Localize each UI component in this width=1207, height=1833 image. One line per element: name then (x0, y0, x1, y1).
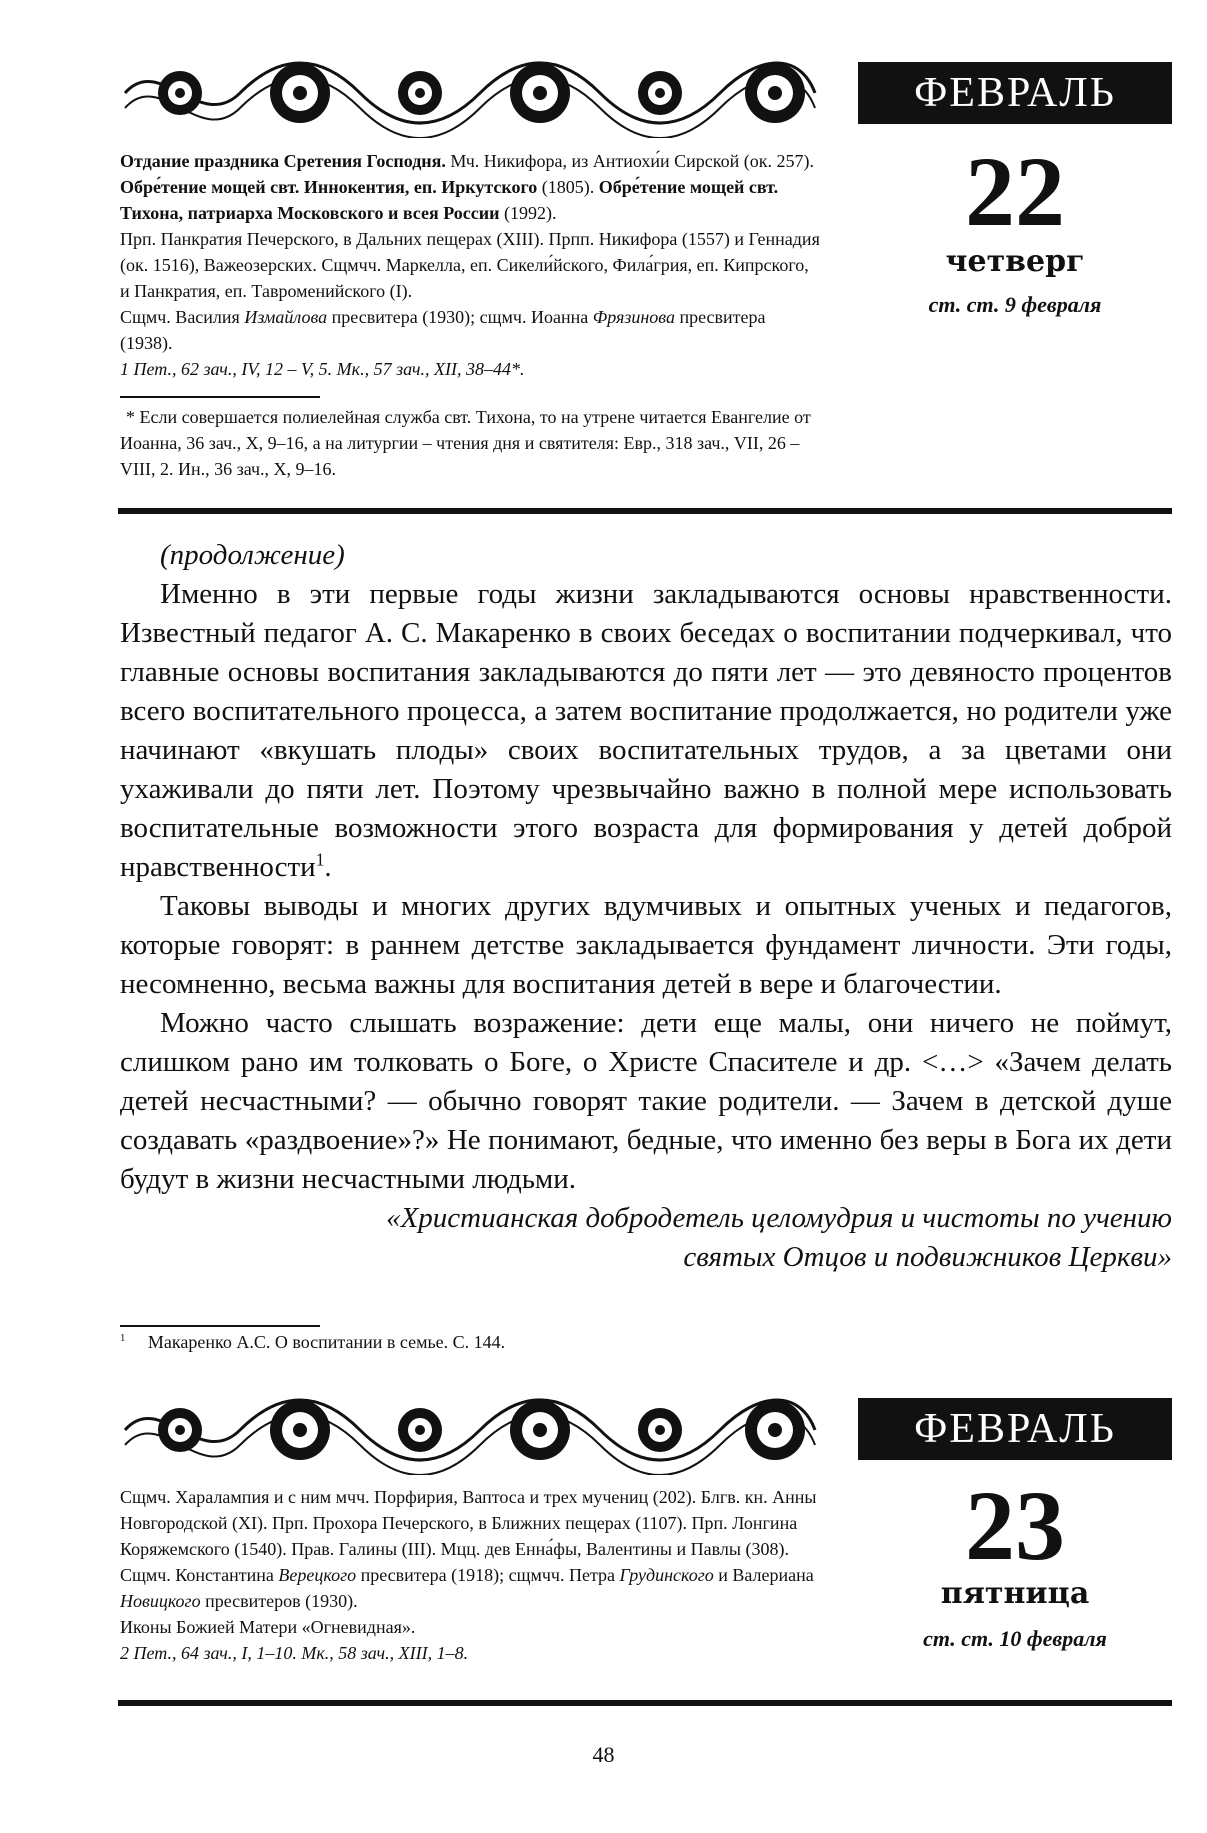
paragraph: Таковы выводы и многих других вдумчивых и опытных ученых и педагогов, которые говорят: в раннем детстве закладывается фундамент личности. Эти годы, несомненно, весьма важны для воспитания детей в вере и благочестии. (120, 890, 1172, 1000)
continued-label: (продолжение) (160, 539, 345, 571)
day-number: 23 (965, 1470, 1065, 1581)
source-line: святых Отцов и подвижников Церкви» (683, 1241, 1172, 1273)
footnote-text: * Если совершается полиелейная служба свт. Тихона, то на утрене читается Евангелие от Иоанна, 36 зач., X, 9–16, а на литургии – чтения дня и святителя: Евр., 318 зач., VII, 26 – VIII, 2. Ин., 36 зач., X, 9–16. (120, 407, 811, 479)
feast-text: (1992). (499, 203, 557, 223)
paragraph (120, 575, 1172, 887)
saints-line: Сщмч. Харалампия и с ним мчч. Порфирия, Ваптоса и трех мучениц (202). Блгв. кн. Анны Новгородской (XI). Прп. Прохора Печерского, в Ближних пещерах (1107). Прп. Лонгина Коряжемского (1540). Прав. Галины (III). Мцц. дев Енна́фы, Валентины и Павлы (308). (120, 1487, 817, 1559)
text: пресвитера (1938). (120, 307, 766, 353)
paragraph-text: . (324, 851, 332, 883)
footnote-mark: 1 (120, 1332, 126, 1344)
martyrs-line (120, 1562, 820, 1614)
text: Сщмч. Константина (120, 1565, 279, 1585)
feasts-line (120, 148, 820, 226)
ornament-header-top (120, 48, 820, 138)
footnote-text: Макаренко А.С. О воспитании в семье. С. 144. (147, 1332, 506, 1352)
saints-line: Прп. Панкратия Печерского, в Дальних пещерах (XIII). Прпп. Никифора (1557) и Геннадия (ок. 1516), Важеозерских. Сщмчч. Маркелла, еп. Сикели́йского, Фила́грия, еп. Кипрского, и Панкратия, еп. Тавроменийского (I). (120, 229, 820, 301)
weekday: пятница (940, 1576, 1090, 1611)
saints-of-day-1 (120, 148, 820, 482)
article-body (120, 536, 1172, 1277)
text: и Валериана (713, 1565, 814, 1585)
section-rule (118, 508, 1172, 514)
icon-feast: Иконы Божией Матери «Огневидная». (120, 1617, 416, 1637)
feast-text: (1805). (537, 177, 599, 197)
footnote-separator (120, 1325, 320, 1327)
old-style-date: ст. ст. 10 февраля (923, 1626, 1107, 1651)
month-label: ФЕВРАЛЬ (858, 62, 1172, 124)
source-citation (120, 1199, 1172, 1277)
paragraph: Можно часто слышать возражение: дети еще малы, они ничего не поймут, слишком рано им толковать о Боге, о Христе Спасителе и др. <…> «Зачем делать детей несчастными? — обычно говорят такие родители. — Зачем в детской душе создавать «раздвоение»?» Не понимают, бедные, что именно без веры в Бога их дети будут в жизни несчастными людьми. (120, 1007, 1172, 1195)
page-number: 48 (592, 1742, 615, 1767)
text: Сщмч. Василия (120, 307, 245, 327)
feast-title: Отдание праздника Сретения Господня. (120, 151, 446, 171)
old-style-date: ст. ст. 9 февраля (928, 292, 1102, 317)
footnote-separator (120, 396, 320, 398)
surname: Измайлова (244, 307, 328, 327)
section-rule (118, 1700, 1172, 1706)
text: пресвитеров (1930). (200, 1591, 358, 1611)
text: пресвитера (1918); сщмчч. Петра (356, 1565, 620, 1585)
footnote (120, 1332, 505, 1353)
feast-text: Мч. Никифора, из Антиохи́и Сирской (ок. 257). (445, 151, 814, 171)
martyrs-line (120, 304, 820, 356)
month-label: ФЕВРАЛЬ (858, 1398, 1172, 1460)
paragraph-text: Именно в эти первые годы жизни закладываются основы нравственности. Известный педагог А. С. Макаренко в своих беседах о воспитании подчеркивал, что главные основы воспитания закладываются до пяти лет — это девяносто процентов всего воспитательного процесса, а затем воспитание продолжается, но родители уже начинают «вкушать плоды» своих воспитательных трудов, а за цветами они ухаживали до пяти лет. Поэтому чрезвычайно важно в полной мере использовать воспитательные возможности этого возраста для формирования у детей доброй нравственности (120, 578, 1172, 883)
surname: Фрязинова (592, 307, 675, 327)
weekday: четверг (945, 244, 1085, 279)
footnote-ref: 1 (315, 849, 325, 870)
surname: Верецкого (278, 1565, 357, 1585)
feast-title: Обре́тение мощей свт. Тихона, патриарха Московского и всея России (120, 177, 779, 223)
surname: Грудинского (619, 1565, 714, 1585)
day-number: 22 (965, 136, 1065, 247)
source-line: «Христианская добродетель целомудрия и чистоты по учению (386, 1202, 1172, 1234)
feast-title: Обре́тение мощей свт. Иннокентия, еп. Иркутского (120, 177, 538, 197)
surname: Новицкого (120, 1591, 201, 1611)
text: пресвитера (1930); сщмч. Иоанна (327, 307, 593, 327)
readings: 2 Пет., 64 зач., I, 1–10. Мк., 58 зач., XIII, 1–8. (120, 1643, 469, 1663)
ornament-header-bottom (120, 1385, 820, 1475)
saints-of-day-2 (120, 1484, 820, 1666)
readings: 1 Пет., 62 зач., IV, 12 – V, 5. Мк., 57 зач., XII, 38–44*. (120, 359, 525, 379)
